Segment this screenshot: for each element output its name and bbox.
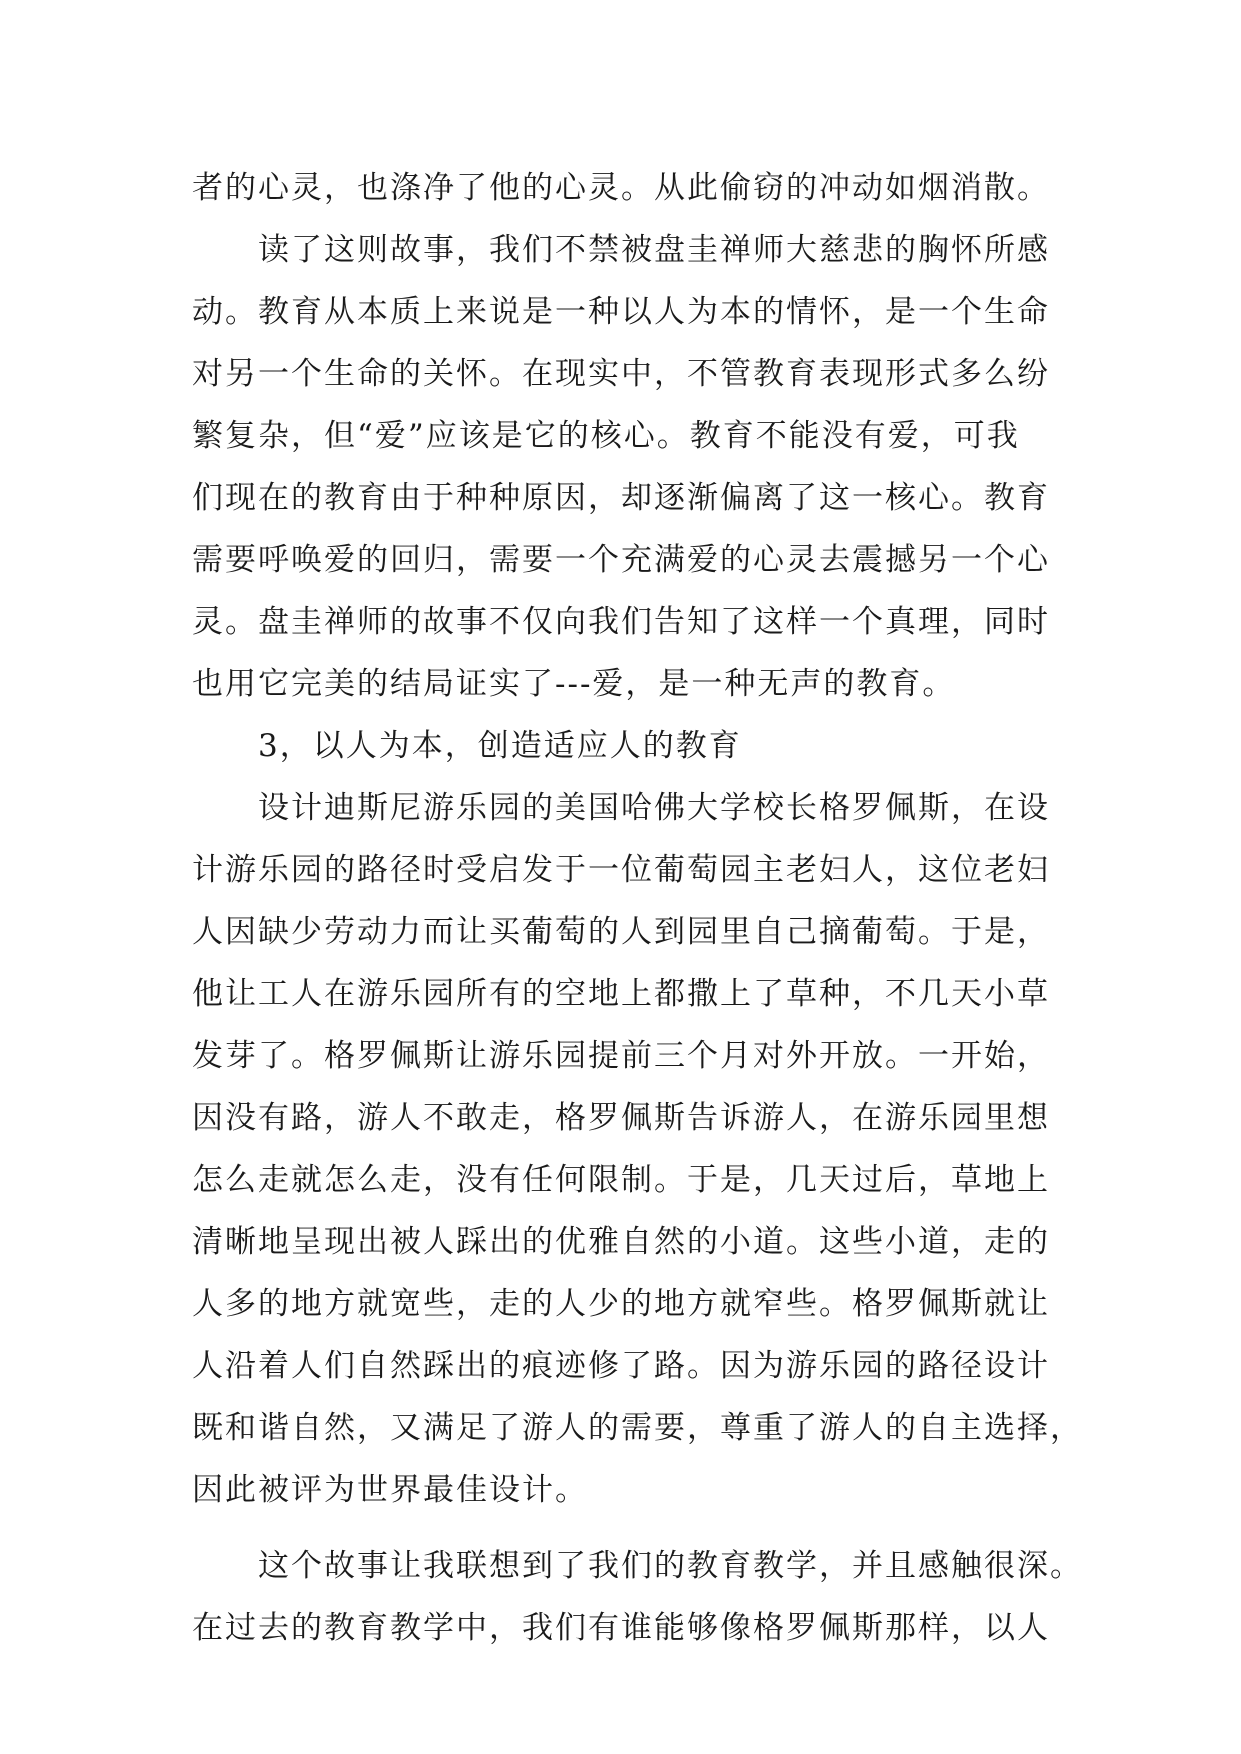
text-line: 他让工人在游乐园所有的空地上都撒上了草种，不几天小草 xyxy=(192,976,1050,1012)
text-line: 需要呼唤爱的回归，需要一个充满爱的心灵去震撼另一个心 xyxy=(192,542,1050,578)
text-line: 既和谐自然，又满足了游人的需要，尊重了游人的自主选择， xyxy=(192,1410,1083,1446)
paragraph-gap xyxy=(192,1521,1062,1535)
text-line: 计游乐园的路径时受启发于一位葡萄园主老妇人，这位老妇 xyxy=(192,852,1050,888)
paragraph-start-line: 读了这则故事，我们不禁被盘圭禅师大慈悲的胸怀所感 xyxy=(258,232,1050,268)
text-line: 怎么走就怎么走，没有任何限制。于是，几天过后，草地上 xyxy=(192,1162,1050,1198)
text-line: 在过去的教育教学中，我们有谁能够像格罗佩斯那样，以人 xyxy=(192,1610,1050,1646)
paragraph-start-line: 设计迪斯尼游乐园的美国哈佛大学校长格罗佩斯，在设 xyxy=(258,790,1050,826)
text-line: 繁复杂，但“爱”应该是它的核心。教育不能没有爱，可我 xyxy=(192,418,1020,454)
text-line: 也用它完美的结局证实了---爱，是一种无声的教育。 xyxy=(192,666,956,702)
text-line: 因没有路，游人不敢走，格罗佩斯告诉游人，在游乐园里想 xyxy=(192,1100,1050,1136)
text-line: 们现在的教育由于种种原因，却逐渐偏离了这一核心。教育 xyxy=(192,480,1050,516)
text-line: 人因缺少劳动力而让买葡萄的人到园里自己摘葡萄。于是， xyxy=(192,914,1050,950)
text-line: 清晰地呈现出被人踩出的优雅自然的小道。这些小道，走的 xyxy=(192,1224,1050,1260)
body-text xyxy=(192,157,1083,1659)
text-line: 因此被评为世界最佳设计。 xyxy=(192,1472,588,1508)
text-line: 对另一个生命的关怀。在现实中，不管教育表现形式多么纷 xyxy=(192,356,1050,392)
text-line: 动。教育从本质上来说是一种以人为本的情怀，是一个生命 xyxy=(192,294,1050,330)
text-line: 人多的地方就宽些，走的人少的地方就窄些。格罗佩斯就让 xyxy=(192,1286,1050,1322)
paragraph-start-line: 这个故事让我联想到了我们的教育教学，并且感触很深。 xyxy=(258,1548,1083,1584)
section-heading: 3，以人为本，创造适应人的教育 xyxy=(258,728,742,764)
text-line: 灵。盘圭禅师的故事不仅向我们告知了这样一个真理，同时 xyxy=(192,604,1050,640)
text-line: 发芽了。格罗佩斯让游乐园提前三个月对外开放。一开始， xyxy=(192,1038,1050,1074)
text-line: 者的心灵，也涤净了他的心灵。从此偷窃的冲动如烟消散。 xyxy=(192,170,1050,206)
text-line: 人沿着人们自然踩出的痕迹修了路。因为游乐园的路径设计 xyxy=(192,1348,1050,1384)
